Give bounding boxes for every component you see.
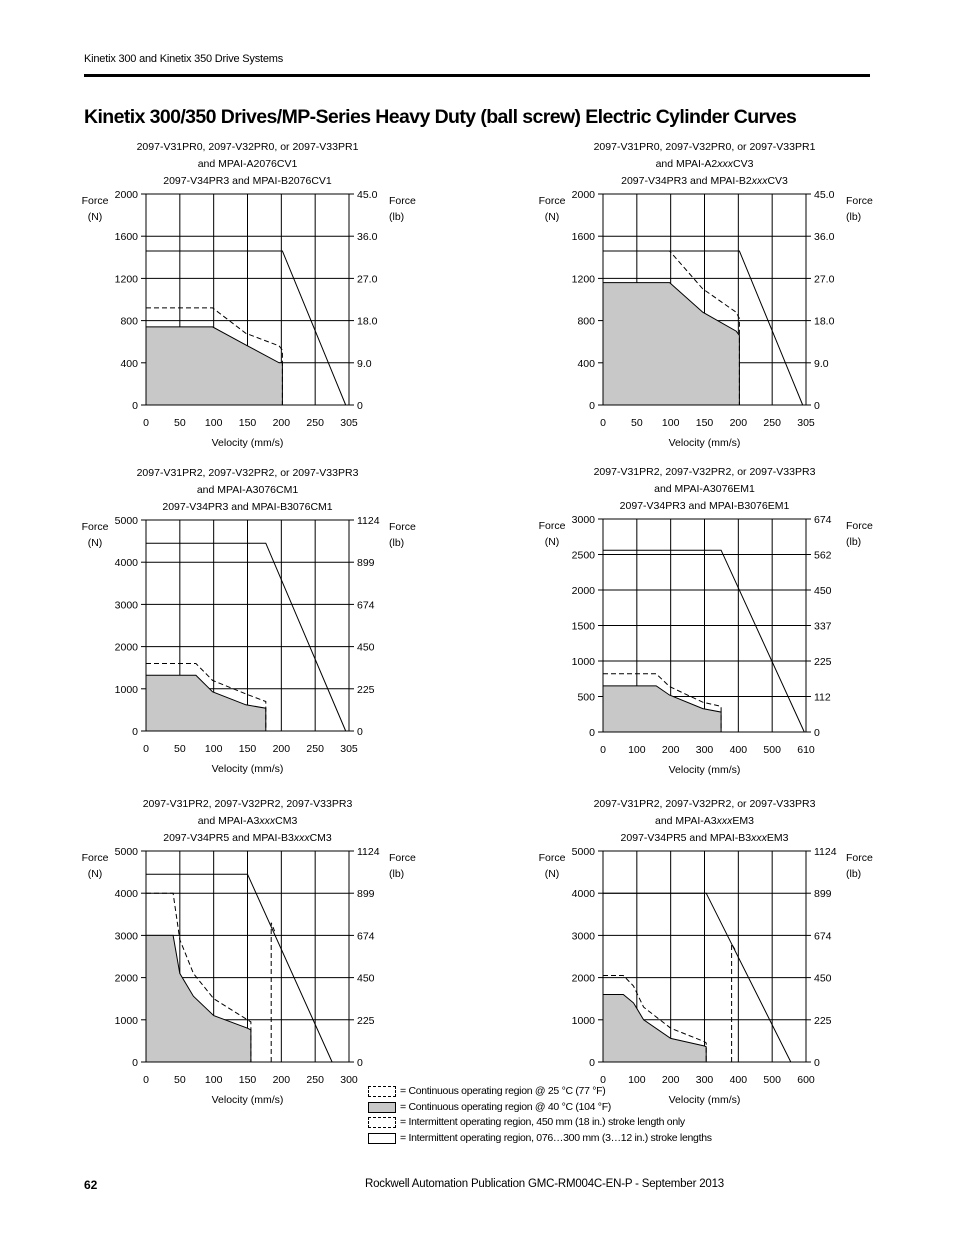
- y-axis-label-left: Force: [538, 852, 566, 864]
- page-title: Kinetix 300/350 Drives/MP-Series Heavy Duty (ball screw) Electric Cylinder Curves: [84, 106, 797, 128]
- legend-swatch-solid: [368, 1133, 396, 1144]
- x-tick-label: 250: [306, 1074, 324, 1086]
- y-tick-label-right: 1124: [357, 846, 380, 858]
- x-axis-label: Velocity (mm/s): [668, 764, 741, 776]
- y-axis-label-right: (lb): [846, 868, 862, 880]
- chart-title-line: 2097-V34PR3 and MPAI-B2xxxCV3: [621, 175, 788, 187]
- chart-2: [539, 141, 873, 449]
- legend-label: = Intermittent operating region, 076…300 mm (3…12 in.) stroke lengths: [400, 1131, 712, 1144]
- y-tick-label-left: 800: [577, 315, 595, 328]
- x-tick-label: 305: [797, 417, 815, 429]
- y-tick-label-right: 899: [357, 888, 375, 901]
- series-continuous_40C: [146, 935, 251, 1062]
- x-tick-label: 250: [306, 417, 324, 429]
- y-tick-label-left: 400: [577, 357, 595, 370]
- y-axis-label-right: (lb): [389, 211, 405, 223]
- y-axis-label-left: Force: [81, 521, 109, 533]
- x-tick-label: 50: [173, 1074, 186, 1086]
- y-tick-label-left: 0: [132, 1057, 138, 1069]
- legend-label: = Continuous operating region @ 25 °C (77 °F): [400, 1085, 606, 1097]
- y-tick-label-left: 0: [589, 1057, 595, 1069]
- chart-title-line: and MPAI-A3076CM1: [196, 484, 299, 496]
- legend-swatch-dashed: [368, 1117, 396, 1128]
- y-tick-label-right: 0: [814, 400, 820, 412]
- y-tick-label-left: 4000: [114, 888, 138, 901]
- y-tick-label-right: 450: [814, 972, 832, 985]
- y-axis-label-right: Force: [389, 521, 416, 533]
- y-tick-label-left: 1600: [571, 231, 595, 244]
- chart-1: [82, 141, 416, 449]
- y-tick-label-left: 2000: [114, 641, 138, 654]
- x-tick-label: 500: [763, 744, 781, 756]
- x-tick-label: 0: [600, 744, 606, 756]
- legend-label: = Intermittent operating region, 450 mm (18 in.) stroke length only: [400, 1116, 685, 1128]
- y-tick-label-right: 450: [814, 585, 832, 597]
- y-tick-label-right: 18.0: [814, 315, 835, 328]
- x-tick-label: 300: [695, 744, 714, 756]
- y-tick-label-left: 400: [120, 357, 138, 370]
- y-tick-label-left: 1200: [571, 273, 595, 286]
- y-tick-label-left: 800: [120, 315, 138, 328]
- x-tick-label: 250: [763, 417, 781, 429]
- y-axis-label-right: (lb): [389, 868, 405, 880]
- y-tick-label-left: 2000: [571, 585, 595, 597]
- chart-title-line: 2097-V31PR0, 2097-V32PR0, or 2097-V33PR1: [136, 141, 359, 153]
- x-tick-label: 50: [173, 417, 186, 429]
- x-tick-label: 610: [797, 744, 815, 756]
- series-intermittent_450: [732, 944, 737, 1062]
- y-tick-label-left: 3000: [114, 599, 138, 612]
- y-tick-label-right: 450: [357, 641, 375, 654]
- y-axis-label-left: Force: [538, 195, 566, 207]
- y-axis-label-right: (lb): [846, 211, 862, 223]
- y-axis-label-left: (N): [544, 211, 560, 223]
- y-tick-label-right: 225: [357, 1014, 375, 1027]
- y-axis-label-left: Force: [538, 520, 566, 532]
- y-tick-label-left: 1600: [114, 231, 138, 244]
- y-axis-label-left: (N): [544, 536, 560, 548]
- y-tick-label-right: 0: [814, 1057, 820, 1069]
- x-tick-label: 50: [173, 743, 186, 755]
- y-tick-label-left: 4000: [571, 888, 595, 901]
- series-continuous_40C: [603, 283, 739, 405]
- x-tick-label: 305: [340, 417, 358, 429]
- y-tick-label-right: 674: [357, 599, 375, 612]
- y-axis-label-right: (lb): [389, 537, 405, 549]
- y-tick-label-right: 0: [357, 400, 363, 412]
- x-tick-label: 400: [729, 1074, 748, 1086]
- legend-label: = Continuous operating region @ 40 °C (104 °F): [400, 1100, 612, 1113]
- y-tick-label-right: 1124: [357, 515, 380, 527]
- chart-title-line: and MPAI-A2076CV1: [197, 158, 298, 170]
- x-axis-label: Velocity (mm/s): [211, 437, 284, 449]
- chart-title-line: 2097-V34PR3 and MPAI-B3076EM1: [619, 500, 790, 512]
- y-axis-label-left: Force: [81, 852, 109, 864]
- y-axis-label-right: Force: [846, 195, 873, 207]
- series-continuous_40C: [146, 327, 282, 405]
- y-tick-label-right: 36.0: [357, 231, 378, 244]
- y-tick-label-right: 18.0: [357, 315, 378, 328]
- x-tick-label: 100: [628, 744, 646, 756]
- y-tick-label-left: 2500: [571, 549, 595, 562]
- y-tick-label-left: 1000: [571, 1014, 595, 1027]
- y-tick-label-right: 27.0: [357, 273, 378, 286]
- chart-title-line: and MPAI-A3xxxCM3: [197, 815, 298, 827]
- x-tick-label: 0: [143, 743, 149, 755]
- y-axis-label-right: (lb): [846, 536, 862, 548]
- chart-title-line: 2097-V31PR2, 2097-V32PR2, or 2097-V33PR3: [593, 466, 816, 478]
- x-tick-label: 600: [797, 1074, 815, 1086]
- x-tick-label: 400: [729, 744, 748, 756]
- y-tick-label-right: 674: [814, 930, 832, 943]
- x-tick-label: 150: [695, 417, 714, 429]
- y-tick-label-right: 45.0: [814, 189, 835, 201]
- y-tick-label-right: 225: [357, 683, 375, 696]
- x-tick-label: 0: [143, 1074, 149, 1086]
- legend-swatch-gray: [368, 1102, 396, 1113]
- y-axis-label-right: Force: [846, 852, 873, 864]
- chart-title-line: 2097-V31PR2, 2097-V32PR2, or 2097-V33PR3: [593, 798, 816, 810]
- y-tick-label-right: 45.0: [357, 189, 378, 201]
- x-tick-label: 150: [238, 743, 257, 755]
- x-tick-label: 150: [238, 1074, 257, 1086]
- y-tick-label-left: 2000: [571, 972, 595, 985]
- y-tick-label-left: 4000: [114, 557, 138, 570]
- y-tick-label-right: 562: [814, 549, 832, 562]
- x-tick-label: 305: [340, 743, 358, 755]
- page-number: 62: [84, 1178, 98, 1192]
- y-tick-label-left: 1000: [114, 1014, 138, 1027]
- y-axis-label-left: (N): [87, 211, 103, 223]
- x-tick-label: 200: [272, 417, 291, 429]
- chart-4: [539, 466, 873, 776]
- y-tick-label-left: 3000: [571, 930, 595, 943]
- y-tick-label-right: 1124: [814, 846, 837, 858]
- y-tick-label-left: 3000: [571, 514, 595, 526]
- chart-title-line: and MPAI-A2xxxCV3: [655, 158, 754, 170]
- x-tick-label: 500: [763, 1074, 781, 1086]
- chart-title-line: and MPAI-A3076EM1: [654, 483, 755, 495]
- y-tick-label-left: 0: [589, 400, 595, 412]
- y-axis-label-left: Force: [81, 195, 109, 207]
- running-head: Kinetix 300 and Kinetix 350 Drive Systems: [84, 53, 284, 65]
- x-axis-label: Velocity (mm/s): [668, 437, 741, 449]
- x-tick-label: 300: [695, 1074, 714, 1086]
- x-tick-label: 150: [238, 417, 257, 429]
- legend-swatch-dashed: [368, 1086, 396, 1097]
- y-tick-label-right: 337: [814, 620, 832, 633]
- x-tick-label: 200: [272, 1074, 291, 1086]
- y-tick-label-left: 5000: [571, 846, 595, 858]
- y-tick-label-right: 0: [814, 727, 820, 739]
- series-intermittent_450: [271, 923, 274, 1062]
- x-tick-label: 300: [340, 1074, 358, 1086]
- y-tick-label-right: 674: [357, 930, 375, 943]
- y-tick-label-right: 36.0: [814, 231, 835, 244]
- y-tick-label-right: 0: [357, 1057, 363, 1069]
- publication-info: Rockwell Automation Publication GMC-RM004C-EN-P - September 2013: [365, 1178, 724, 1190]
- x-tick-label: 0: [600, 417, 606, 429]
- chart-title-line: and MPAI-A3xxxEM3: [654, 815, 755, 827]
- y-tick-label-left: 1000: [571, 656, 595, 668]
- y-tick-label-right: 9.0: [814, 357, 829, 370]
- chart-title-line: 2097-V34PR5 and MPAI-B3xxxEM3: [620, 832, 789, 844]
- chart-3: [82, 467, 416, 775]
- y-axis-label-left: (N): [87, 868, 103, 880]
- y-tick-label-right: 899: [357, 557, 375, 570]
- y-axis-label-left: (N): [87, 537, 103, 549]
- chart-title-line: 2097-V34PR3 and MPAI-B2076CV1: [163, 175, 332, 187]
- series-continuous_40C: [603, 995, 706, 1063]
- y-tick-label-right: 899: [814, 888, 832, 901]
- x-tick-label: 50: [630, 417, 643, 429]
- chart-5: [82, 798, 416, 1106]
- chart-title-line: 2097-V34PR5 and MPAI-B3xxxCM3: [163, 832, 332, 844]
- y-tick-label-left: 0: [132, 726, 138, 738]
- chart-title-line: 2097-V31PR2, 2097-V32PR2, or 2097-V33PR3: [136, 467, 359, 479]
- x-tick-label: 200: [661, 744, 680, 756]
- y-tick-label-left: 0: [132, 400, 138, 412]
- y-tick-label-right: 9.0: [357, 357, 372, 370]
- y-axis-label-left: (N): [544, 868, 560, 880]
- y-tick-label-right: 27.0: [814, 273, 835, 286]
- x-tick-label: 200: [661, 1074, 680, 1086]
- x-tick-label: 250: [306, 743, 324, 755]
- y-tick-label-right: 674: [814, 514, 832, 526]
- y-tick-label-left: 1000: [114, 683, 138, 696]
- y-axis-label-right: Force: [389, 852, 416, 864]
- x-tick-label: 100: [204, 417, 223, 429]
- chart-title-line: 2097-V31PR0, 2097-V32PR0, or 2097-V33PR1: [593, 141, 816, 153]
- y-tick-label-left: 5000: [114, 515, 138, 527]
- y-tick-label-right: 225: [814, 656, 832, 668]
- x-axis-label: Velocity (mm/s): [211, 1094, 284, 1106]
- y-tick-label-left: 2000: [571, 189, 595, 201]
- y-axis-label-right: Force: [846, 520, 873, 532]
- x-tick-label: 100: [628, 1074, 646, 1086]
- x-axis-label: Velocity (mm/s): [211, 763, 284, 775]
- x-tick-label: 0: [143, 417, 149, 429]
- y-tick-label-left: 500: [577, 691, 595, 704]
- y-tick-label-left: 1200: [114, 273, 138, 286]
- y-tick-label-right: 112: [814, 691, 831, 704]
- chart-title-line: 2097-V34PR3 and MPAI-B3076CM1: [162, 501, 333, 513]
- y-tick-label-left: 3000: [114, 930, 138, 943]
- x-axis-label: Velocity (mm/s): [668, 1094, 741, 1106]
- chart-6: [539, 798, 873, 1106]
- y-tick-label-right: 450: [357, 972, 375, 985]
- x-tick-label: 100: [661, 417, 680, 429]
- x-tick-label: 0: [600, 1074, 606, 1086]
- y-tick-label-left: 2000: [114, 972, 138, 985]
- y-tick-label-left: 0: [589, 727, 595, 739]
- x-tick-label: 100: [204, 743, 223, 755]
- y-tick-label-right: 0: [357, 726, 363, 738]
- y-tick-label-right: 225: [814, 1014, 832, 1027]
- x-tick-label: 200: [729, 417, 748, 429]
- y-tick-label-left: 1500: [571, 620, 595, 633]
- chart-title-line: 2097-V31PR2, 2097-V32PR2, 2097-V33PR3: [142, 798, 353, 810]
- y-axis-label-right: Force: [389, 195, 416, 207]
- x-tick-label: 100: [204, 1074, 223, 1086]
- x-tick-label: 200: [272, 743, 291, 755]
- series-continuous_40C: [603, 686, 721, 732]
- y-tick-label-left: 2000: [114, 189, 138, 201]
- y-tick-label-left: 5000: [114, 846, 138, 858]
